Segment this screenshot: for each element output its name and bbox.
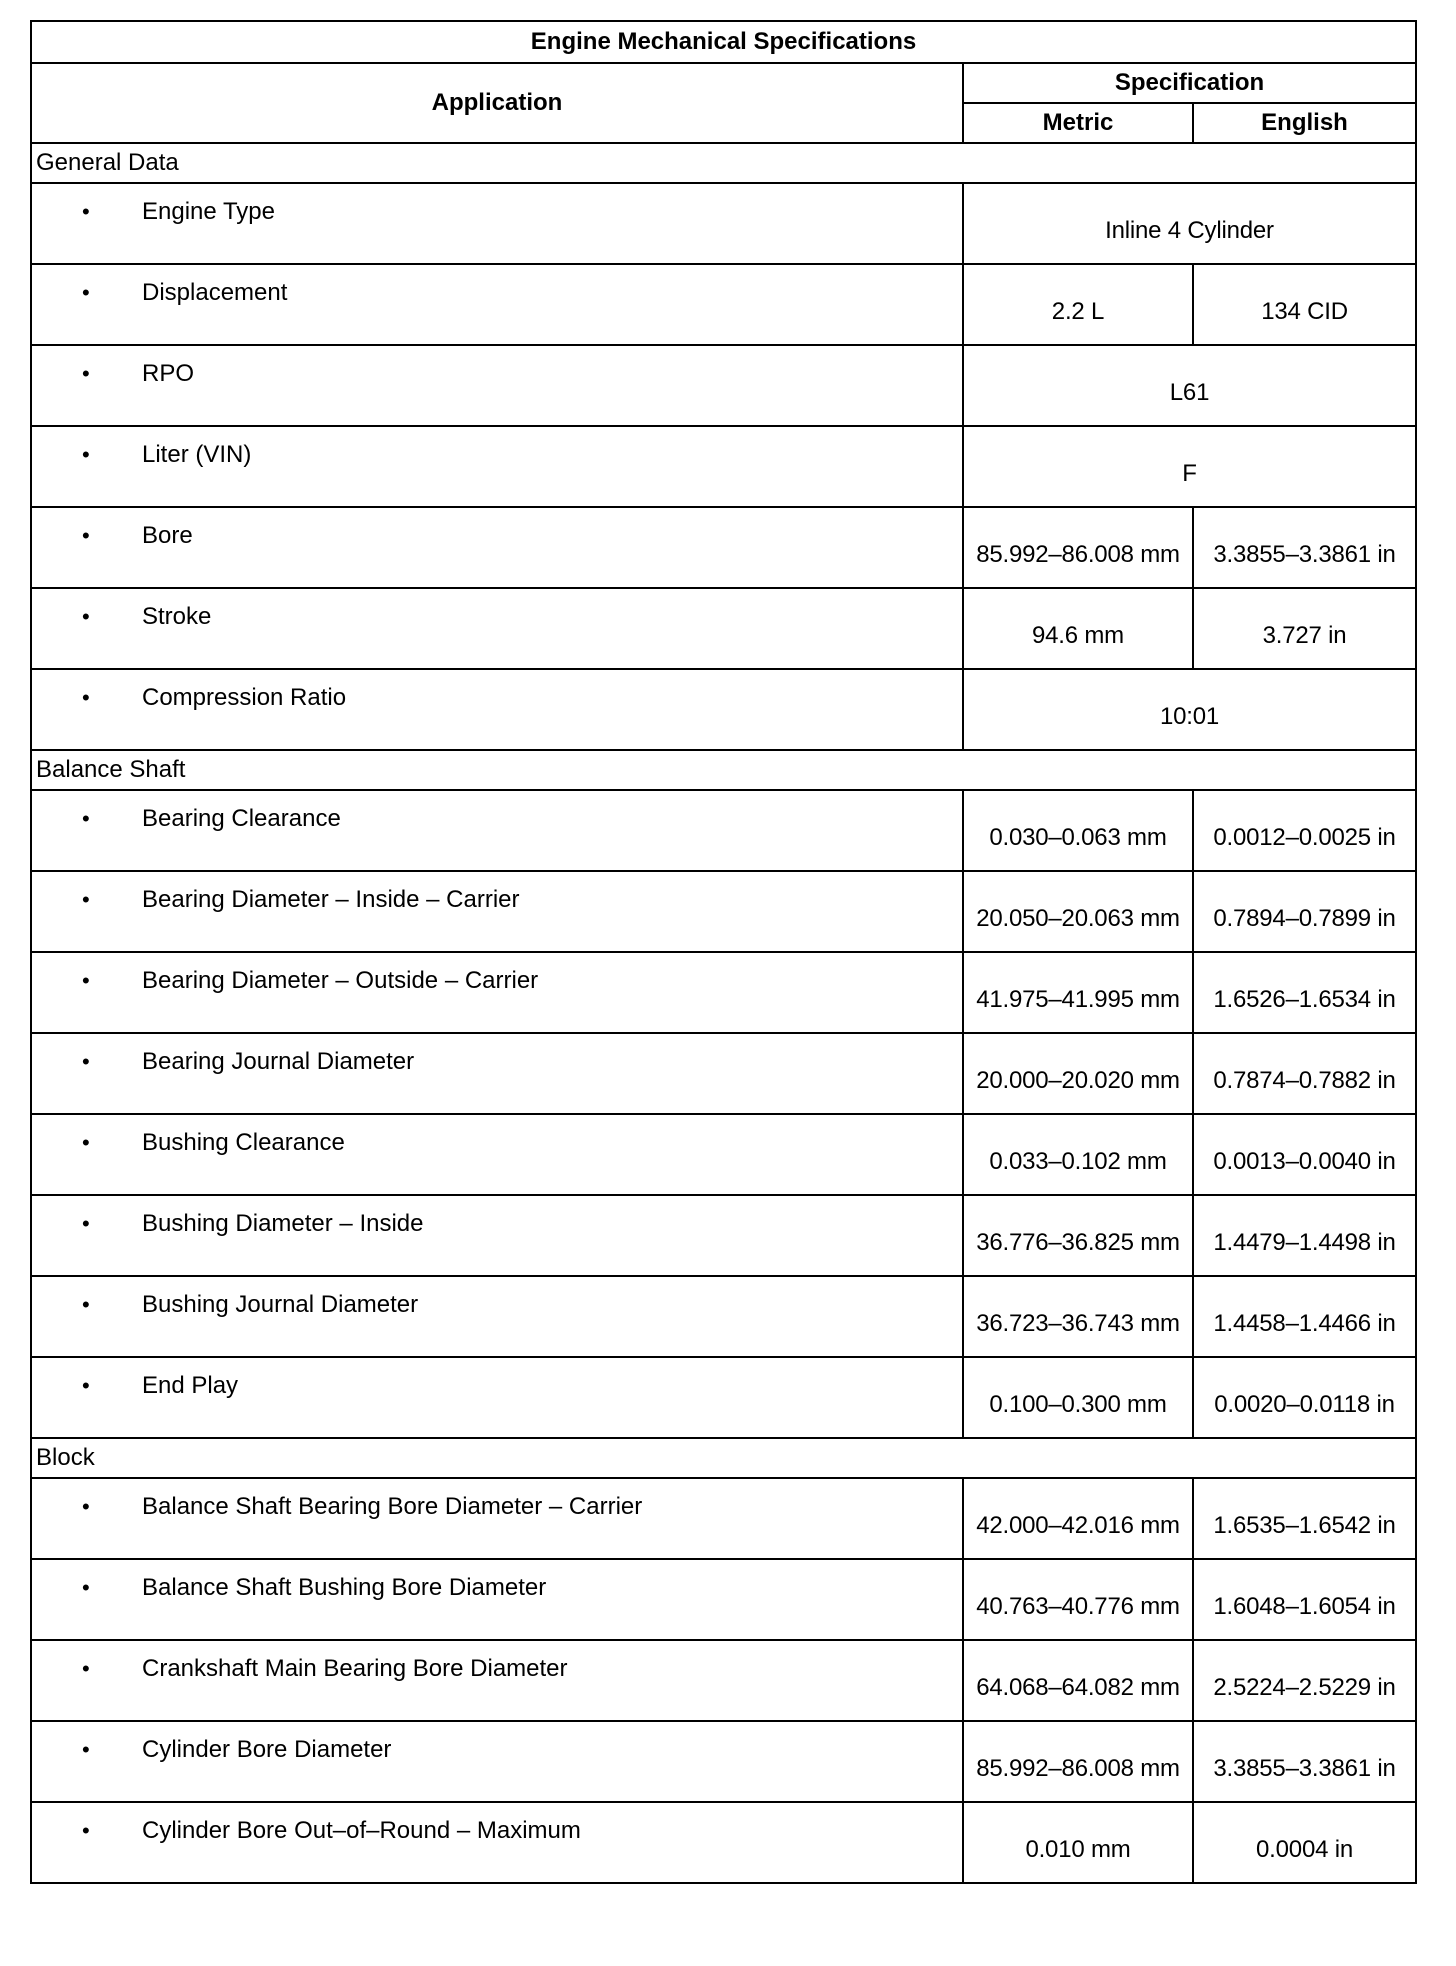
bullet-icon: • bbox=[82, 968, 90, 993]
table-row bbox=[31, 507, 1416, 588]
table-row bbox=[31, 790, 1416, 871]
bullet-icon: • bbox=[82, 442, 90, 467]
english-value: 3.727 in bbox=[1193, 588, 1416, 669]
spec-value: L61 bbox=[963, 345, 1416, 426]
application-cell bbox=[31, 1276, 963, 1357]
bullet-icon: • bbox=[82, 1818, 90, 1843]
section-label: Balance Shaft bbox=[31, 750, 1416, 790]
application-cell bbox=[31, 507, 963, 588]
metric-value: 2.2 L bbox=[963, 264, 1193, 345]
metric-value: 0.100–0.300 mm bbox=[963, 1357, 1193, 1438]
bullet-icon: • bbox=[82, 1373, 90, 1398]
item-label: End Play bbox=[142, 1372, 239, 1399]
table-row bbox=[31, 264, 1416, 345]
bullet-icon: • bbox=[82, 1130, 90, 1155]
bullet-icon: • bbox=[82, 523, 90, 548]
application-cell bbox=[31, 669, 963, 750]
table-row bbox=[31, 345, 1416, 426]
application-cell bbox=[31, 1640, 963, 1721]
metric-value: 36.776–36.825 mm bbox=[963, 1195, 1193, 1276]
table-row bbox=[31, 1114, 1416, 1195]
item-label: Bearing Diameter – Outside – Carrier bbox=[142, 967, 539, 994]
application-header: Application bbox=[31, 63, 963, 143]
bullet-icon: • bbox=[82, 806, 90, 831]
title-row bbox=[31, 21, 1416, 63]
bullet-icon: • bbox=[82, 685, 90, 710]
item-label: Bearing Clearance bbox=[142, 805, 341, 832]
application-cell bbox=[31, 952, 963, 1033]
metric-value: 85.992–86.008 mm bbox=[963, 1721, 1193, 1802]
english-value: 0.7894–0.7899 in bbox=[1193, 871, 1416, 952]
english-value: 0.0004 in bbox=[1193, 1802, 1416, 1883]
english-value: 1.6535–1.6542 in bbox=[1193, 1478, 1416, 1559]
item-label: Bushing Journal Diameter bbox=[142, 1291, 419, 1318]
application-cell bbox=[31, 264, 963, 345]
table-row bbox=[31, 1276, 1416, 1357]
application-cell bbox=[31, 1357, 963, 1438]
item-label: Compression Ratio bbox=[142, 684, 347, 711]
bullet-icon: • bbox=[82, 1737, 90, 1762]
table-row bbox=[31, 1357, 1416, 1438]
application-cell bbox=[31, 871, 963, 952]
bullet-icon: • bbox=[82, 1211, 90, 1236]
application-cell bbox=[31, 1559, 963, 1640]
english-value: 0.7874–0.7882 in bbox=[1193, 1033, 1416, 1114]
section-row bbox=[31, 750, 1416, 790]
english-value: 1.6526–1.6534 in bbox=[1193, 952, 1416, 1033]
bullet-icon: • bbox=[82, 280, 90, 305]
item-label: Liter (VIN) bbox=[142, 441, 252, 468]
bullet-icon: • bbox=[82, 604, 90, 629]
metric-value: 64.068–64.082 mm bbox=[963, 1640, 1193, 1721]
metric-value: 42.000–42.016 mm bbox=[963, 1478, 1193, 1559]
english-value: 1.4458–1.4466 in bbox=[1193, 1276, 1416, 1357]
application-cell bbox=[31, 790, 963, 871]
table-row bbox=[31, 588, 1416, 669]
bullet-icon: • bbox=[82, 1575, 90, 1600]
table-row bbox=[31, 1802, 1416, 1883]
english-value: 1.4479–1.4498 in bbox=[1193, 1195, 1416, 1276]
item-label: Crankshaft Main Bearing Bore Diameter bbox=[142, 1655, 568, 1682]
table-title: Engine Mechanical Specifications bbox=[31, 21, 1416, 63]
metric-value: 36.723–36.743 mm bbox=[963, 1276, 1193, 1357]
spec-table bbox=[30, 20, 1417, 1884]
metric-value: 20.050–20.063 mm bbox=[963, 871, 1193, 952]
section-label: General Data bbox=[31, 143, 1416, 183]
english-value: 0.0012–0.0025 in bbox=[1193, 790, 1416, 871]
metric-value: 40.763–40.776 mm bbox=[963, 1559, 1193, 1640]
english-value: 0.0013–0.0040 in bbox=[1193, 1114, 1416, 1195]
english-value: 1.6048–1.6054 in bbox=[1193, 1559, 1416, 1640]
table-row bbox=[31, 1195, 1416, 1276]
metric-value: 0.030–0.063 mm bbox=[963, 790, 1193, 871]
english-value: 3.3855–3.3861 in bbox=[1193, 507, 1416, 588]
item-label: RPO bbox=[142, 360, 195, 387]
table-row bbox=[31, 1721, 1416, 1802]
item-label: Bore bbox=[142, 522, 193, 549]
item-label: Balance Shaft Bearing Bore Diameter – Carrier bbox=[142, 1493, 643, 1520]
table-row bbox=[31, 871, 1416, 952]
bullet-icon: • bbox=[82, 1494, 90, 1519]
item-label: Cylinder Bore Out–of–Round – Maximum bbox=[142, 1817, 581, 1844]
metric-value: 0.010 mm bbox=[963, 1802, 1193, 1883]
table-row bbox=[31, 426, 1416, 507]
spec-value: F bbox=[963, 426, 1416, 507]
application-cell bbox=[31, 345, 963, 426]
section-row bbox=[31, 1438, 1416, 1478]
item-label: Bushing Clearance bbox=[142, 1129, 345, 1156]
spec-value: 10:01 bbox=[963, 669, 1416, 750]
table-row bbox=[31, 1640, 1416, 1721]
table-row bbox=[31, 1559, 1416, 1640]
metric-value: 0.033–0.102 mm bbox=[963, 1114, 1193, 1195]
item-label: Balance Shaft Bushing Bore Diameter bbox=[142, 1574, 547, 1601]
spec-value: Inline 4 Cylinder bbox=[963, 183, 1416, 264]
english-value: 134 CID bbox=[1193, 264, 1416, 345]
bullet-icon: • bbox=[82, 199, 90, 224]
application-cell bbox=[31, 1195, 963, 1276]
item-label: Engine Type bbox=[142, 198, 275, 225]
header-row bbox=[31, 63, 1416, 103]
bullet-icon: • bbox=[82, 887, 90, 912]
item-label: Bearing Journal Diameter bbox=[142, 1048, 415, 1075]
english-value: 0.0020–0.0118 in bbox=[1193, 1357, 1416, 1438]
item-label: Bushing Diameter – Inside bbox=[142, 1210, 424, 1237]
item-label: Displacement bbox=[142, 279, 288, 306]
application-cell bbox=[31, 1721, 963, 1802]
table-row bbox=[31, 1033, 1416, 1114]
metric-header: Metric bbox=[963, 103, 1193, 143]
table-row bbox=[31, 669, 1416, 750]
section-row bbox=[31, 143, 1416, 183]
metric-value: 94.6 mm bbox=[963, 588, 1193, 669]
spec-table-body bbox=[31, 21, 1416, 1883]
metric-value: 41.975–41.995 mm bbox=[963, 952, 1193, 1033]
bullet-icon: • bbox=[82, 1049, 90, 1074]
application-cell bbox=[31, 1802, 963, 1883]
item-label: Cylinder Bore Diameter bbox=[142, 1736, 392, 1763]
table-row bbox=[31, 183, 1416, 264]
application-cell bbox=[31, 183, 963, 264]
bullet-icon: • bbox=[82, 1656, 90, 1681]
application-cell bbox=[31, 588, 963, 669]
application-cell bbox=[31, 1478, 963, 1559]
item-label: Stroke bbox=[142, 603, 212, 630]
metric-value: 85.992–86.008 mm bbox=[963, 507, 1193, 588]
application-cell bbox=[31, 1114, 963, 1195]
bullet-icon: • bbox=[82, 361, 90, 386]
item-label: Bearing Diameter – Inside – Carrier bbox=[142, 886, 520, 913]
bullet-icon: • bbox=[82, 1292, 90, 1317]
table-row bbox=[31, 1478, 1416, 1559]
table-row bbox=[31, 952, 1416, 1033]
section-label: Block bbox=[31, 1438, 1416, 1478]
english-value: 2.5224–2.5229 in bbox=[1193, 1640, 1416, 1721]
metric-value: 20.000–20.020 mm bbox=[963, 1033, 1193, 1114]
application-cell bbox=[31, 1033, 963, 1114]
specification-header: Specification bbox=[963, 63, 1416, 103]
english-value: 3.3855–3.3861 in bbox=[1193, 1721, 1416, 1802]
english-header: English bbox=[1193, 103, 1416, 143]
application-cell bbox=[31, 426, 963, 507]
